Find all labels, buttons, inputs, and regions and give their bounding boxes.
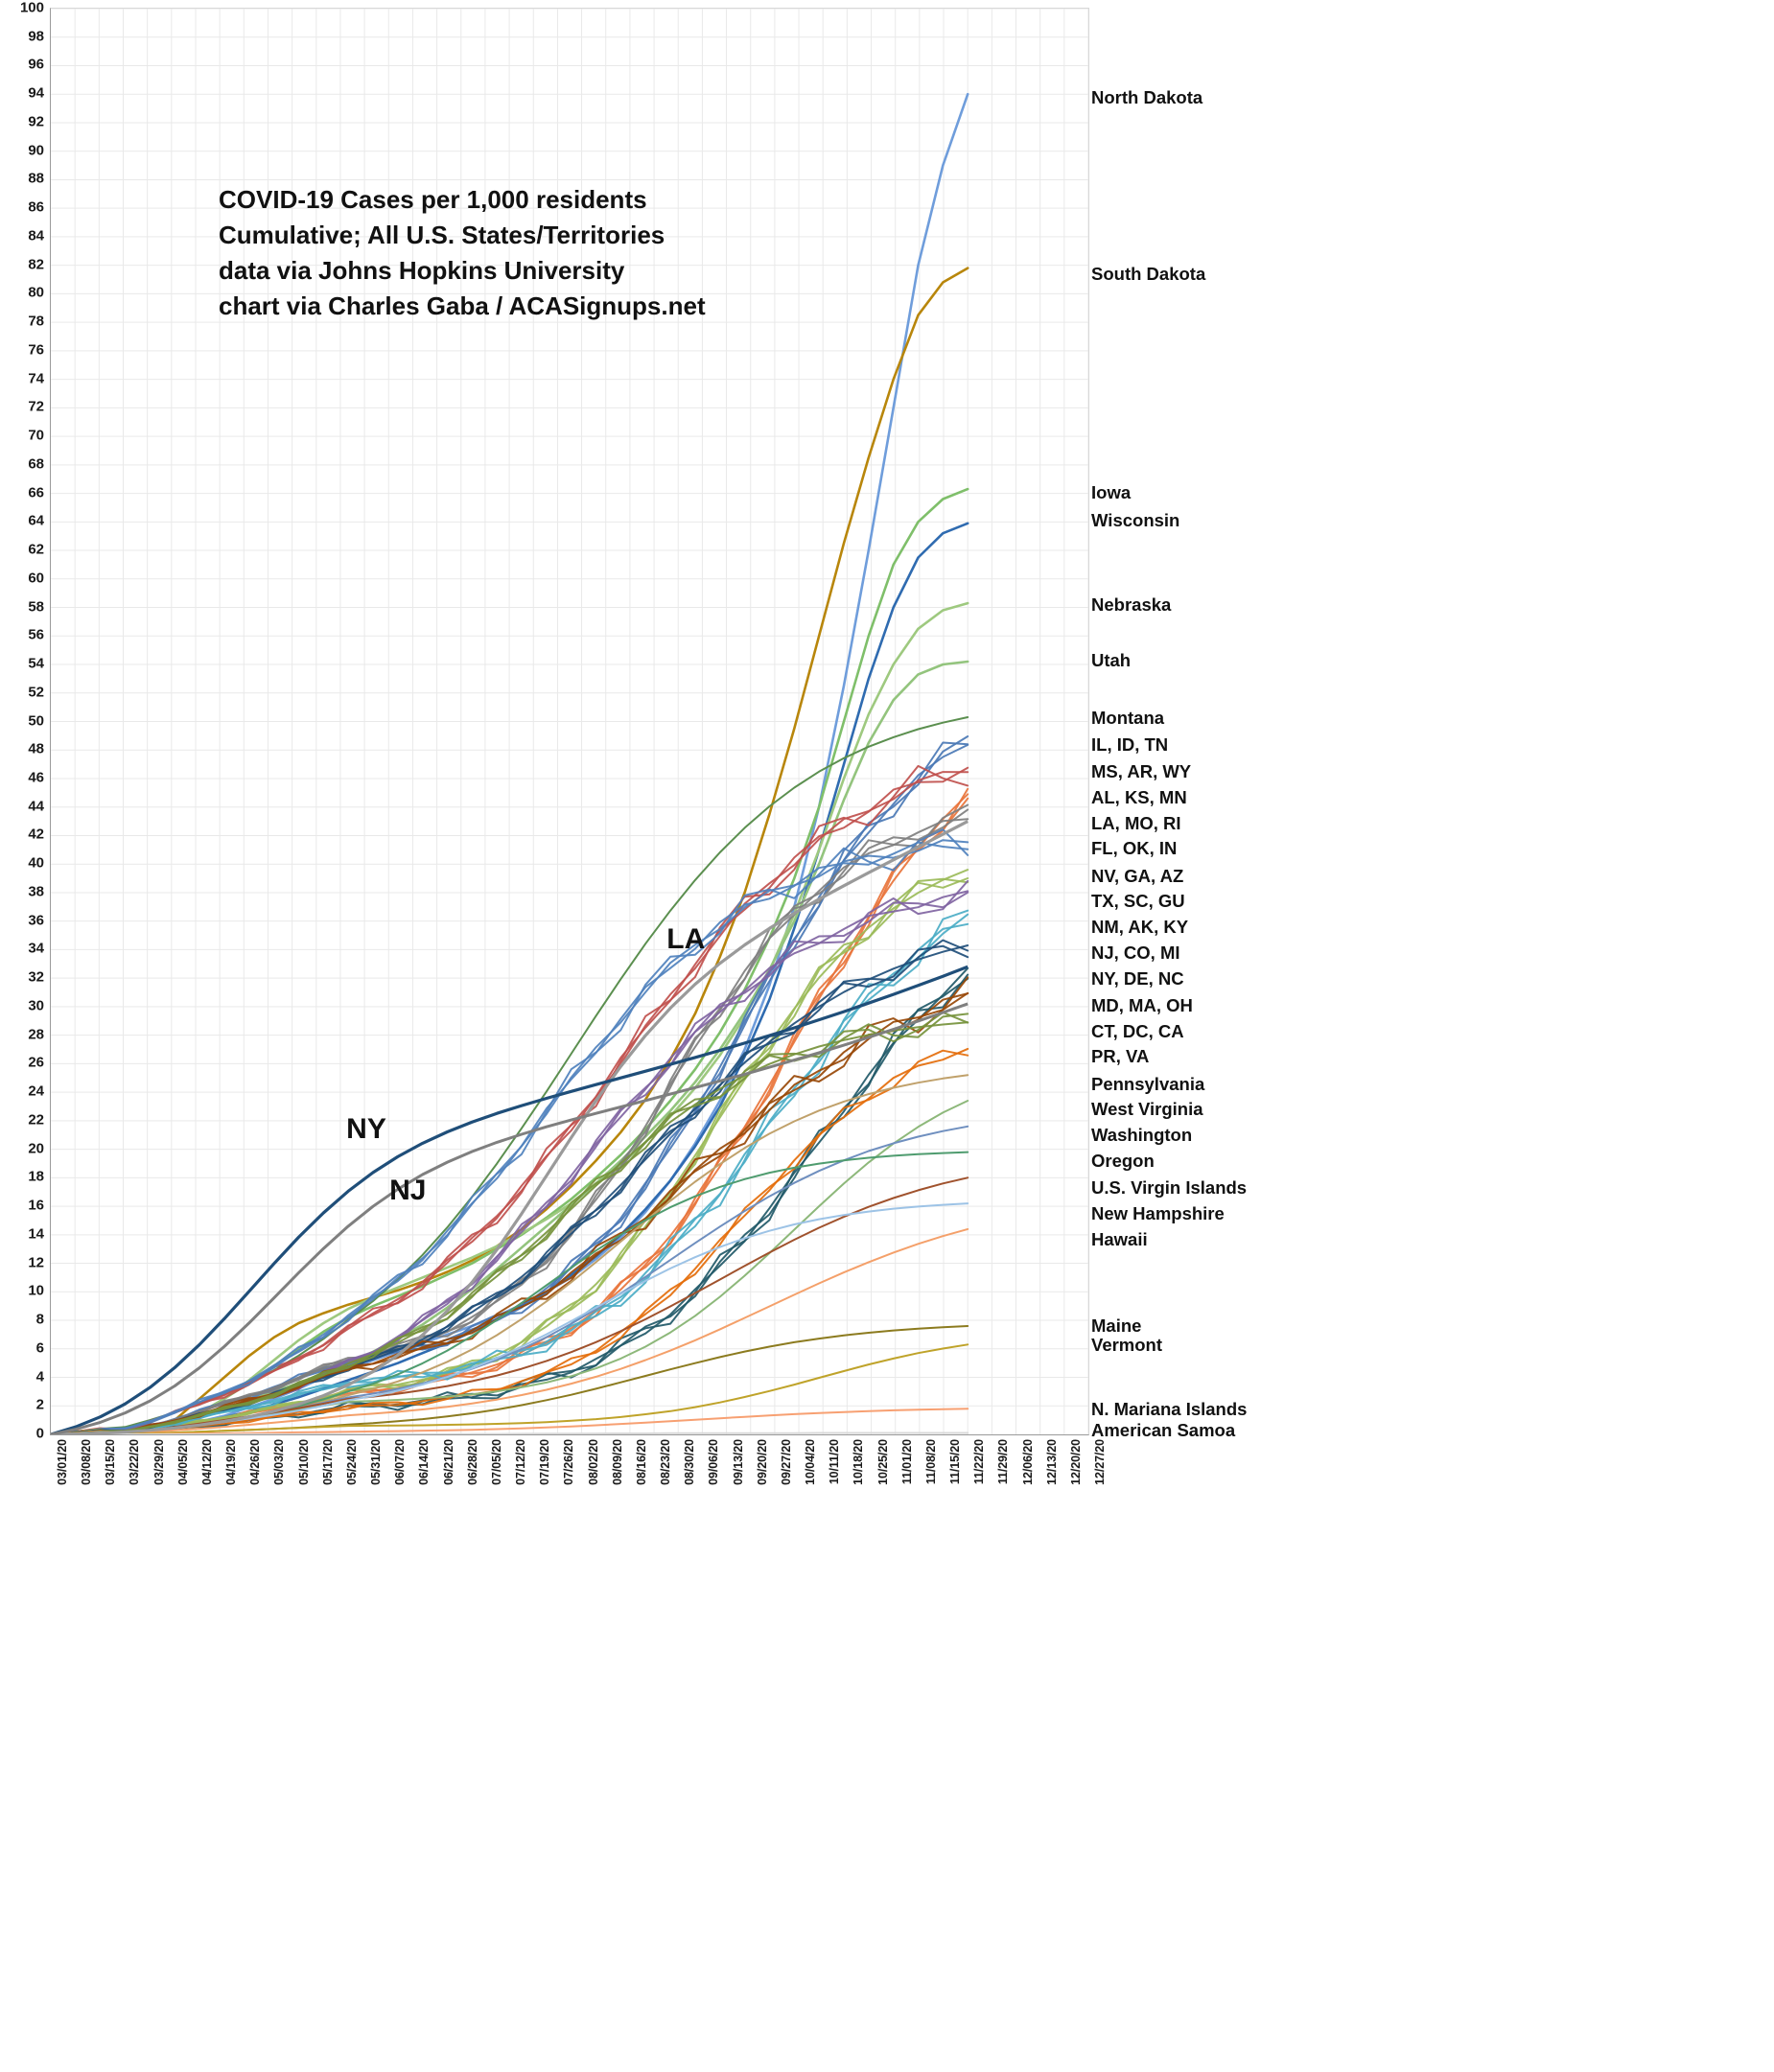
x-axis-tick: 12/27/20 (1093, 1439, 1107, 1485)
x-axis-tick: 12/13/20 (1044, 1439, 1059, 1485)
x-axis-tick: 08/30/20 (683, 1439, 697, 1485)
y-axis-tick: 44 (28, 798, 44, 815)
y-axis-tick: 12 (28, 1254, 44, 1271)
x-axis-tick: 11/29/20 (996, 1439, 1011, 1485)
series-label: New Hampshire (1091, 1202, 1225, 1223)
chart-title (219, 182, 706, 324)
y-axis-tick: 30 (28, 997, 44, 1014)
y-axis-tick: 8 (35, 1311, 44, 1328)
y-axis-tick: 82 (28, 256, 44, 273)
y-axis-tick: 38 (28, 883, 44, 900)
chart-title-line: Cumulative; All U.S. States/Territories (219, 220, 665, 249)
x-axis-tick: 07/05/20 (489, 1439, 503, 1485)
y-axis-tick: 78 (28, 313, 44, 330)
x-axis-tick: 09/13/20 (731, 1439, 745, 1485)
y-axis-tick: 76 (28, 341, 44, 359)
y-axis-tick: 32 (28, 968, 44, 986)
annotation-nj: NJ (389, 1175, 427, 1207)
y-axis-tick: 14 (28, 1225, 44, 1243)
y-axis-tick: 70 (28, 427, 44, 444)
y-axis-tick: 64 (28, 512, 44, 529)
x-axis-tick: 11/08/20 (923, 1439, 938, 1485)
series-label: Utah (1091, 649, 1132, 670)
x-axis-tick: 05/03/20 (272, 1439, 287, 1485)
chart-title-line: COVID-19 Cases per 1,000 residents (219, 185, 647, 214)
y-axis-tick: 80 (28, 284, 44, 301)
y-axis-tick: 60 (28, 570, 44, 587)
y-axis-tick: 74 (28, 370, 44, 387)
y-axis-tick: 36 (28, 912, 44, 929)
series-label: American Samoa (1091, 1419, 1236, 1440)
series-label: CT, DC, CA (1091, 1020, 1184, 1041)
y-axis-tick: 88 (28, 170, 44, 187)
series-label: North Dakota (1091, 86, 1203, 107)
x-axis-tick: 05/17/20 (320, 1439, 335, 1485)
x-axis-tick: 08/16/20 (634, 1439, 648, 1485)
y-axis-tick: 90 (28, 142, 44, 159)
series-label: TX, SC, GU (1091, 891, 1185, 912)
y-axis-tick: 98 (28, 28, 44, 45)
y-axis-tick: 56 (28, 626, 44, 643)
y-axis-tick: 96 (28, 56, 44, 73)
y-axis-tick: 54 (28, 655, 44, 672)
annotation-ny: NY (346, 1113, 386, 1146)
y-axis-tick: 100 (19, 0, 44, 16)
y-axis-tick: 86 (28, 198, 44, 216)
x-axis-tick: 09/20/20 (755, 1439, 769, 1485)
series-label: Pennsylvania (1091, 1073, 1205, 1094)
y-axis-tick: 28 (28, 1026, 44, 1043)
series-label: Vermont (1091, 1334, 1163, 1355)
x-axis-tick: 03/22/20 (128, 1439, 142, 1485)
series-label: Montana (1091, 707, 1165, 728)
chart-title-line: chart via Charles Gaba / ACASignups.net (219, 291, 706, 320)
series-label: NY, DE, NC (1091, 967, 1184, 989)
y-axis-tick: 26 (28, 1054, 44, 1071)
series-label: South Dakota (1091, 263, 1206, 284)
series-label: Wisconsin (1091, 510, 1180, 531)
series-label: MD, MA, OH (1091, 994, 1193, 1015)
x-axis-tick: 11/01/20 (899, 1439, 914, 1485)
x-axis-tick: 04/26/20 (248, 1439, 263, 1485)
series-label: MS, AR, WY (1091, 760, 1192, 781)
y-axis-tick: 58 (28, 598, 44, 616)
y-axis-tick: 42 (28, 826, 44, 843)
x-axis-tick: 12/06/20 (1020, 1439, 1035, 1485)
y-axis-tick: 66 (28, 484, 44, 501)
series-label: IL, ID, TN (1091, 733, 1169, 755)
x-axis (50, 1435, 1107, 1550)
y-axis-tick: 68 (28, 455, 44, 473)
x-axis-tick: 07/12/20 (514, 1439, 528, 1485)
x-axis-tick: 08/09/20 (610, 1439, 624, 1485)
y-axis-tick: 0 (35, 1425, 44, 1442)
x-axis-tick: 11/15/20 (948, 1439, 963, 1485)
series-label: NM, AK, KY (1091, 916, 1189, 937)
x-axis-tick: 09/06/20 (707, 1439, 721, 1485)
x-axis-tick: 08/23/20 (659, 1439, 673, 1485)
x-axis-tick: 07/19/20 (538, 1439, 552, 1485)
y-axis-tick: 48 (28, 740, 44, 757)
series-label: Washington (1091, 1124, 1193, 1145)
y-axis-tick: 10 (28, 1282, 44, 1299)
x-axis-tick: 06/28/20 (465, 1439, 479, 1485)
y-axis-tick: 6 (35, 1339, 44, 1357)
y-axis-tick: 46 (28, 769, 44, 786)
x-axis-tick: 09/27/20 (779, 1439, 793, 1485)
y-axis-tick: 52 (28, 684, 44, 701)
series-label: Oregon (1091, 1150, 1155, 1171)
x-axis-tick: 03/15/20 (104, 1439, 118, 1485)
x-axis-tick: 05/31/20 (369, 1439, 384, 1485)
y-axis-tick: 24 (28, 1083, 44, 1100)
y-axis-tick: 50 (28, 712, 44, 729)
x-axis-tick: 11/22/20 (972, 1439, 987, 1485)
y-axis-tick: 18 (28, 1168, 44, 1185)
x-axis-tick: 05/24/20 (344, 1439, 359, 1485)
y-axis-tick: 94 (28, 84, 44, 102)
y-axis-tick: 22 (28, 1111, 44, 1129)
x-axis-tick: 06/21/20 (441, 1439, 455, 1485)
x-axis-tick: 10/11/20 (828, 1439, 842, 1485)
series-label: NJ, CO, MI (1091, 942, 1180, 963)
y-axis-tick: 72 (28, 398, 44, 415)
chart-title-line: data via Johns Hopkins University (219, 255, 625, 285)
x-axis-tick: 03/29/20 (152, 1439, 166, 1485)
series-label: LA, MO, RI (1091, 812, 1181, 833)
series-label: Iowa (1091, 481, 1132, 502)
series-label: N. Mariana Islands (1091, 1398, 1248, 1419)
series-label: Nebraska (1091, 594, 1172, 615)
x-axis-tick: 07/26/20 (562, 1439, 576, 1485)
y-axis-tick: 34 (28, 940, 44, 957)
x-axis-tick: 05/10/20 (296, 1439, 311, 1485)
series-label: Hawaii (1091, 1228, 1148, 1249)
x-axis-tick: 06/14/20 (417, 1439, 432, 1485)
y-axis-tick: 2 (35, 1396, 44, 1413)
series-label: NV, GA, AZ (1091, 865, 1184, 886)
series-label: FL, OK, IN (1091, 838, 1178, 859)
y-axis-tick: 62 (28, 541, 44, 558)
x-axis-tick: 10/18/20 (852, 1439, 866, 1485)
x-axis-tick: 10/04/20 (804, 1439, 818, 1485)
x-axis-tick: 04/12/20 (199, 1439, 214, 1485)
x-axis-tick: 03/01/20 (56, 1439, 69, 1485)
y-axis-tick: 16 (28, 1197, 44, 1214)
series-label: West Virginia (1091, 1099, 1203, 1120)
x-axis-tick: 08/02/20 (586, 1439, 600, 1485)
annotation-la: LA (666, 923, 706, 956)
series-label: PR, VA (1091, 1046, 1150, 1067)
series-label: U.S. Virgin Islands (1091, 1176, 1248, 1198)
x-axis-tick: 06/07/20 (393, 1439, 408, 1485)
y-axis-tick: 92 (28, 113, 44, 130)
x-axis-tick: 10/25/20 (875, 1439, 890, 1485)
y-axis (0, 0, 50, 1442)
series-label-column (1091, 0, 1768, 1457)
x-axis-tick: 04/19/20 (224, 1439, 239, 1485)
y-axis-tick: 20 (28, 1140, 44, 1157)
y-axis-tick: 4 (35, 1368, 44, 1385)
x-axis-tick: 03/08/20 (80, 1439, 94, 1485)
y-axis-tick: 40 (28, 854, 44, 872)
series-label: Maine (1091, 1315, 1142, 1337)
series-label: AL, KS, MN (1091, 786, 1187, 807)
x-axis-tick: 12/20/20 (1068, 1439, 1083, 1485)
y-axis-tick: 84 (28, 227, 44, 244)
x-axis-tick: 04/05/20 (175, 1439, 190, 1485)
